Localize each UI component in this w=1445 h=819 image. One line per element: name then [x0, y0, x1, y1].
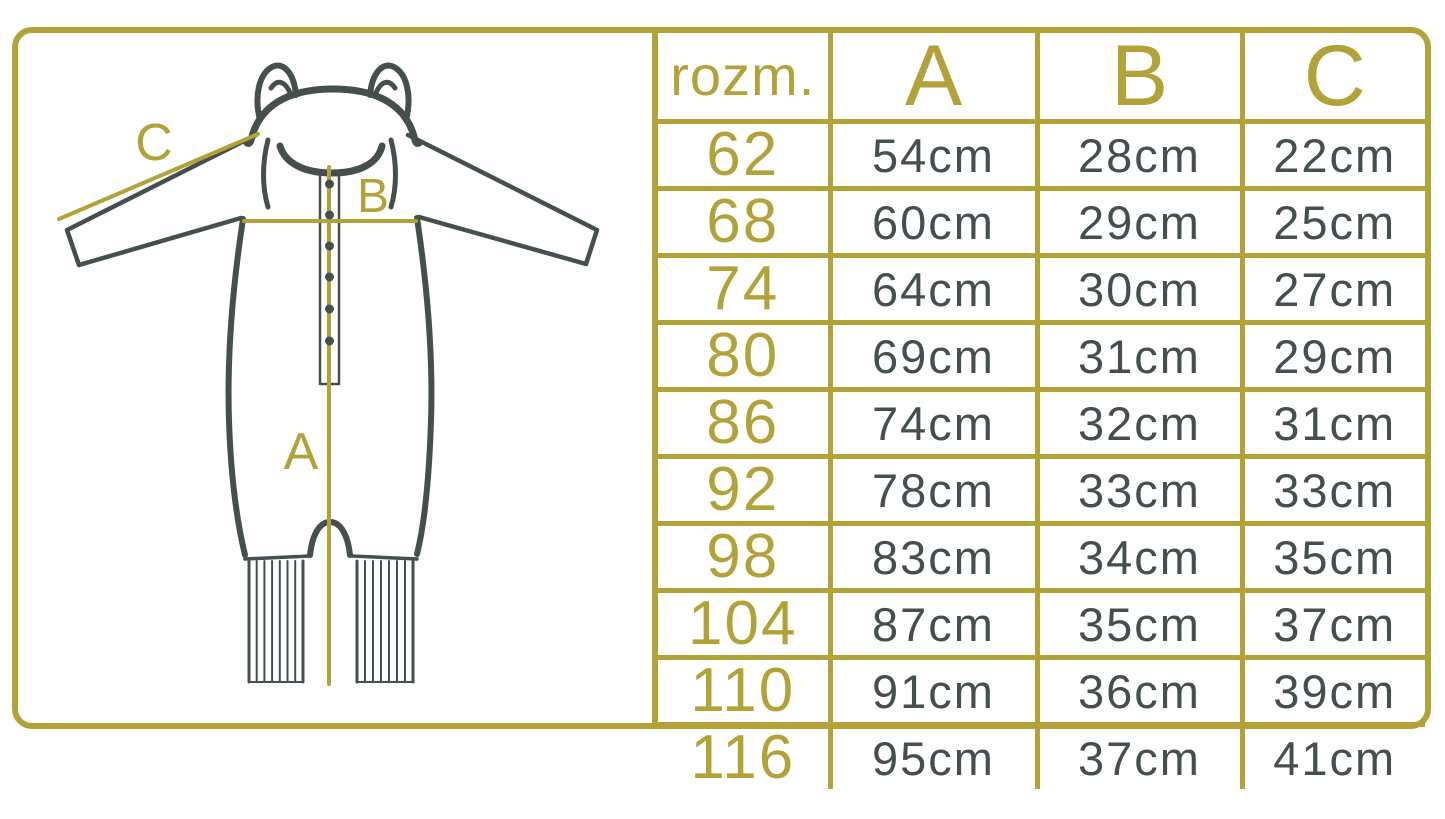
- size-chart-card: [12, 27, 1431, 792]
- body-left-side: [229, 219, 245, 555]
- table-row: [658, 725, 1425, 790]
- cell-size: 98: [658, 524, 830, 591]
- cell-b: 34cm: [1037, 524, 1242, 591]
- header-b: B: [1037, 33, 1242, 122]
- table-row: [658, 256, 1425, 323]
- table-row: [658, 524, 1425, 591]
- right-raglan-seam: [391, 140, 396, 207]
- label-b: B: [356, 170, 390, 223]
- cell-size: 80: [658, 323, 830, 390]
- table-row: [658, 122, 1425, 189]
- right-rib-cuff: [357, 561, 413, 682]
- table-header-row: [658, 33, 1425, 122]
- cell-c: 37cm: [1242, 591, 1425, 658]
- cell-b: 31cm: [1037, 323, 1242, 390]
- cell-b: 37cm: [1037, 725, 1242, 790]
- table-row: [658, 323, 1425, 390]
- garment-diagram: [18, 33, 652, 723]
- cell-size: 62: [658, 122, 830, 189]
- cell-b: 30cm: [1037, 256, 1242, 323]
- table-row: [658, 390, 1425, 457]
- cell-a: 69cm: [830, 323, 1037, 390]
- cell-a: 54cm: [830, 122, 1037, 189]
- cell-size: 116: [658, 725, 830, 790]
- cell-size: 92: [658, 457, 830, 524]
- cell-a: 78cm: [830, 457, 1037, 524]
- cell-size: 86: [658, 390, 830, 457]
- cell-a: 91cm: [830, 658, 1037, 725]
- label-c: C: [135, 114, 173, 172]
- cell-size: 104: [658, 591, 830, 658]
- cell-a: 74cm: [830, 390, 1037, 457]
- cell-size: 74: [658, 256, 830, 323]
- body-right-side: [417, 218, 431, 554]
- cell-b: 28cm: [1037, 122, 1242, 189]
- cell-c: 39cm: [1242, 658, 1425, 725]
- header-c: C: [1242, 33, 1425, 122]
- left-raglan-seam: [264, 140, 269, 207]
- cell-b: 32cm: [1037, 390, 1242, 457]
- header-a: A: [830, 33, 1037, 122]
- cell-c: 31cm: [1242, 390, 1425, 457]
- table-row: [658, 591, 1425, 658]
- cell-b: 35cm: [1037, 591, 1242, 658]
- size-table-body: [658, 122, 1425, 790]
- cell-size: 110: [658, 658, 830, 725]
- cell-c: 27cm: [1242, 256, 1425, 323]
- hood-outline: [247, 89, 419, 143]
- cell-b: 33cm: [1037, 457, 1242, 524]
- garment-diagram-area: [18, 33, 652, 723]
- size-table-area: [652, 28, 1425, 792]
- left-cuff-top: [245, 556, 310, 559]
- right-sleeve: [408, 135, 597, 264]
- cell-c: 25cm: [1242, 189, 1425, 256]
- cell-c: 29cm: [1242, 323, 1425, 390]
- table-row: [658, 189, 1425, 256]
- header-size: rozm.: [658, 33, 830, 122]
- left-rib-cuff: [249, 561, 303, 682]
- label-a: A: [283, 423, 319, 481]
- table-row: [658, 658, 1425, 725]
- cell-c: 33cm: [1242, 457, 1425, 524]
- cell-a: 95cm: [830, 725, 1037, 790]
- cell-c: 22cm: [1242, 122, 1425, 189]
- cell-c: 35cm: [1242, 524, 1425, 591]
- cell-b: 29cm: [1037, 189, 1242, 256]
- cell-a: 83cm: [830, 524, 1037, 591]
- cell-b: 36cm: [1037, 658, 1242, 725]
- cell-c: 41cm: [1242, 725, 1425, 790]
- cell-size: 68: [658, 189, 830, 256]
- cell-a: 64cm: [830, 256, 1037, 323]
- cell-a: 87cm: [830, 591, 1037, 658]
- table-row: [658, 457, 1425, 524]
- size-table: [658, 28, 1425, 792]
- right-cuff-top: [352, 556, 417, 559]
- cell-a: 60cm: [830, 189, 1037, 256]
